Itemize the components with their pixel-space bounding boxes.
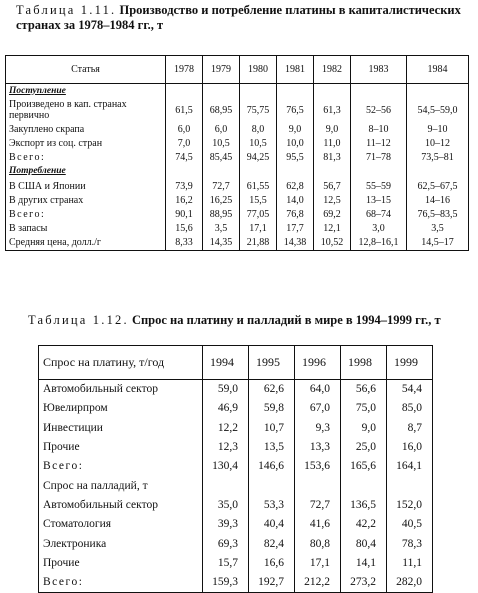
t1-cell-1981: 95,5 xyxy=(277,151,314,165)
table-1-12 xyxy=(38,345,433,593)
t1-row-label: Всего: xyxy=(9,152,46,164)
t1-cell-1979: 6,0 xyxy=(203,122,240,136)
table-1-11-title: Производство и потребление платины в капиталистических странах за 1978–1984 гг., т xyxy=(16,3,461,32)
t2-cell-1999: 164,1 xyxy=(387,457,433,476)
t2-cell-1994: 35,0 xyxy=(203,496,249,515)
t1-cell-1982: 11,0 xyxy=(314,136,351,150)
t2-table-row xyxy=(39,534,433,553)
t1-cell-1980: 10,5 xyxy=(240,136,277,150)
t1-cell-1980: 77,05 xyxy=(240,207,277,221)
t2-header-row xyxy=(39,346,433,380)
table-1-11-number: Таблица 1.11. xyxy=(16,3,117,17)
t2-cell-1994: 69,3 xyxy=(203,534,249,553)
t1-cell-1984: 14–16 xyxy=(407,193,469,207)
t1-cell-1980: 61,55 xyxy=(240,179,277,193)
t2-cell-1995: 40,4 xyxy=(249,515,295,534)
t1-cell-1981: 76,8 xyxy=(277,207,314,221)
t2-cell-1996: 64,0 xyxy=(295,380,341,400)
t2-cell-1994: 59,0 xyxy=(203,380,249,400)
t1-cell-1980: 8,0 xyxy=(240,122,277,136)
t2-cell-1995: 146,6 xyxy=(249,457,295,476)
t2-table-row xyxy=(39,496,433,515)
t1-cell-1984: 9–10 xyxy=(407,122,469,136)
t2-table-row xyxy=(39,399,433,418)
t2-cell-1996: 9,3 xyxy=(295,419,341,438)
t2-year-1995: 1995 xyxy=(249,346,295,380)
t1-cell-1984: 54,5–59,0 xyxy=(407,98,469,122)
t2-cell-1996: 80,8 xyxy=(295,534,341,553)
t1-row-label: Потребление xyxy=(9,166,66,177)
t1-cell-1984 xyxy=(407,165,469,179)
t1-cell-1982: 12,1 xyxy=(314,222,351,236)
t2-year-1996: 1996 xyxy=(295,346,341,380)
t1-cell-1983: 12,8–16,1 xyxy=(351,236,407,251)
t1-cell-1982: 61,3 xyxy=(314,98,351,122)
t1-cell-1981: 10,0 xyxy=(277,136,314,150)
t2-year-1998: 1998 xyxy=(341,346,387,380)
t1-cell-1981: 76,5 xyxy=(277,98,314,122)
t2-cell-1998: 42,2 xyxy=(341,515,387,534)
t1-row-label: Поступление xyxy=(9,85,66,96)
t2-cell-1995 xyxy=(249,476,295,495)
t1-cell-1984: 3,5 xyxy=(407,222,469,236)
t1-cell-1983: 11–12 xyxy=(351,136,407,150)
t2-cell-1996: 67,0 xyxy=(295,399,341,418)
t2-cell-1998 xyxy=(341,476,387,495)
t1-cell-1982: 69,2 xyxy=(314,207,351,221)
t1-year-1980: 1980 xyxy=(240,56,277,84)
t1-cell-1979: 16,25 xyxy=(203,193,240,207)
t2-year-1994: 1994 xyxy=(203,346,249,380)
t2-cell-1995: 16,6 xyxy=(249,554,295,573)
t1-cell-1982 xyxy=(314,84,351,99)
t2-cell-1996: 153,6 xyxy=(295,457,341,476)
t2-cell-1999: 54,4 xyxy=(387,380,433,400)
t2-row-label: Прочие xyxy=(43,556,80,569)
t1-cell-1983 xyxy=(351,165,407,179)
t1-cell-1981: 14,0 xyxy=(277,193,314,207)
t2-row-label: Автомобильный сектор xyxy=(43,498,158,511)
t1-table-row xyxy=(6,236,469,251)
t1-year-1984: 1984 xyxy=(407,56,469,84)
t1-cell-1983: 13–15 xyxy=(351,193,407,207)
t1-row-label: Произведено в кап. странах первично xyxy=(9,99,127,122)
t1-cell-1981: 62,8 xyxy=(277,179,314,193)
t2-cell-1999: 40,5 xyxy=(387,515,433,534)
t2-cell-1994: 46,9 xyxy=(203,399,249,418)
t1-cell-1981: 9,0 xyxy=(277,122,314,136)
t1-cell-1981: 17,7 xyxy=(277,222,314,236)
t1-row-label: В США и Японии xyxy=(9,180,86,192)
t1-cell-1978 xyxy=(166,165,203,179)
t2-cell-1998: 165,6 xyxy=(341,457,387,476)
t2-row-label: Инвестиции xyxy=(43,421,103,434)
t1-cell-1983: 55–59 xyxy=(351,179,407,193)
t2-row-label: Ювелирпром xyxy=(43,402,108,415)
t2-cell-1999: 152,0 xyxy=(387,496,433,515)
t1-cell-1978: 7,0 xyxy=(166,136,203,150)
t1-cell-1979: 10,5 xyxy=(203,136,240,150)
t2-cell-1999: 11,1 xyxy=(387,554,433,573)
t1-cell-1978: 6,0 xyxy=(166,122,203,136)
t1-cell-1984: 73,5–81 xyxy=(407,151,469,165)
t1-cell-1984: 76,5–83,5 xyxy=(407,207,469,221)
t1-cell-1978: 15,6 xyxy=(166,222,203,236)
t1-cell-1981: 14,38 xyxy=(277,236,314,251)
t1-cell-1978: 90,1 xyxy=(166,207,203,221)
t1-cell-1980 xyxy=(240,165,277,179)
t1-table-row xyxy=(6,179,469,193)
t1-cell-1980 xyxy=(240,84,277,99)
t1-row-label: Средняя цена, долл./г xyxy=(9,237,102,249)
t2-row-label: Стоматология xyxy=(43,518,112,531)
t2-cell-1998: 56,6 xyxy=(341,380,387,400)
t1-cell-1980: 94,25 xyxy=(240,151,277,165)
t2-year-1999: 1999 xyxy=(387,346,433,380)
t2-cell-1999: 282,0 xyxy=(387,573,433,593)
t1-cell-1979: 88,95 xyxy=(203,207,240,221)
t2-cell-1999: 16,0 xyxy=(387,438,433,457)
t1-table-row xyxy=(6,193,469,207)
t2-cell-1995: 13,5 xyxy=(249,438,295,457)
t2-header-label: Спрос на платину, т/год xyxy=(39,346,203,380)
t2-cell-1998: 14,1 xyxy=(341,554,387,573)
t1-cell-1982: 9,0 xyxy=(314,122,351,136)
t1-table-row xyxy=(6,151,469,165)
t1-cell-1984: 14,5–17 xyxy=(407,236,469,251)
t1-cell-1983: 3,0 xyxy=(351,222,407,236)
t1-cell-1979: 3,5 xyxy=(203,222,240,236)
t1-year-1978: 1978 xyxy=(166,56,203,84)
t2-section-row xyxy=(39,476,433,495)
t1-header-row xyxy=(6,56,469,84)
t1-cell-1978: 73,9 xyxy=(166,179,203,193)
t1-table-row xyxy=(6,122,469,136)
t1-cell-1979: 72,7 xyxy=(203,179,240,193)
table-1-12-caption xyxy=(28,313,474,328)
t1-cell-1982: 10,52 xyxy=(314,236,351,251)
t1-cell-1984: 62,5–67,5 xyxy=(407,179,469,193)
t1-cell-1978 xyxy=(166,84,203,99)
t2-cell-1995: 53,3 xyxy=(249,496,295,515)
t1-cell-1980: 15,5 xyxy=(240,193,277,207)
t1-cell-1983: 71–78 xyxy=(351,151,407,165)
t2-cell-1995: 59,8 xyxy=(249,399,295,418)
t1-cell-1978: 74,5 xyxy=(166,151,203,165)
t1-cell-1982: 56,7 xyxy=(314,179,351,193)
t2-row-label: Прочие xyxy=(43,441,80,454)
t2-cell-1996: 13,3 xyxy=(295,438,341,457)
table-1-11 xyxy=(5,55,469,251)
t1-row-label: Всего: xyxy=(9,208,46,220)
t2-cell-1996: 72,7 xyxy=(295,496,341,515)
t2-cell-1998: 80,4 xyxy=(341,534,387,553)
t1-section-row xyxy=(6,84,469,99)
t2-cell-1994: 15,7 xyxy=(203,554,249,573)
t2-cell-1996: 212,2 xyxy=(295,573,341,593)
t2-table-row xyxy=(39,554,433,573)
t2-table-row xyxy=(39,438,433,457)
t1-cell-1978: 8,33 xyxy=(166,236,203,251)
t2-table-row xyxy=(39,419,433,438)
t1-cell-1980: 75,75 xyxy=(240,98,277,122)
t2-row-label: Электроника xyxy=(43,537,107,550)
t1-year-1981: 1981 xyxy=(277,56,314,84)
t1-section-row xyxy=(6,165,469,179)
t1-cell-1978: 61,5 xyxy=(166,98,203,122)
t1-table-row xyxy=(6,222,469,236)
t2-cell-1998: 136,5 xyxy=(341,496,387,515)
t1-cell-1983: 52–56 xyxy=(351,98,407,122)
t1-cell-1982: 12,5 xyxy=(314,193,351,207)
t2-cell-1999: 85,0 xyxy=(387,399,433,418)
t1-cell-1983 xyxy=(351,84,407,99)
t1-cell-1981 xyxy=(277,165,314,179)
t1-cell-1982: 81,3 xyxy=(314,151,351,165)
t2-cell-1995: 10,7 xyxy=(249,419,295,438)
t2-cell-1994: 12,2 xyxy=(203,419,249,438)
t1-table-row xyxy=(6,98,469,122)
t1-cell-1979: 85,45 xyxy=(203,151,240,165)
t1-row-label: В запасы xyxy=(9,223,48,235)
t1-cell-1980: 21,88 xyxy=(240,236,277,251)
t2-cell-1996 xyxy=(295,476,341,495)
t1-cell-1979: 68,95 xyxy=(203,98,240,122)
t1-cell-1984: 10–12 xyxy=(407,136,469,150)
t2-cell-1998: 75,0 xyxy=(341,399,387,418)
t1-cell-1978: 16,2 xyxy=(166,193,203,207)
t2-table-row xyxy=(39,457,433,476)
t1-year-1982: 1982 xyxy=(314,56,351,84)
table-1-12-number: Таблица 1.12. xyxy=(28,313,129,327)
t2-cell-1994: 39,3 xyxy=(203,515,249,534)
t2-cell-1995: 62,6 xyxy=(249,380,295,400)
t2-cell-1994: 12,3 xyxy=(203,438,249,457)
t1-cell-1979 xyxy=(203,165,240,179)
t2-cell-1994 xyxy=(203,476,249,495)
t1-cell-1983: 68–74 xyxy=(351,207,407,221)
t1-year-1983: 1983 xyxy=(351,56,407,84)
t1-cell-1979 xyxy=(203,84,240,99)
t2-row-label: Всего: xyxy=(43,576,84,589)
t2-table-row xyxy=(39,380,433,400)
t2-table-row xyxy=(39,573,433,593)
t1-cell-1979: 14,35 xyxy=(203,236,240,251)
t1-table-row xyxy=(6,207,469,221)
t2-cell-1994: 130,4 xyxy=(203,457,249,476)
t1-cell-1983: 8–10 xyxy=(351,122,407,136)
t2-cell-1998: 9,0 xyxy=(341,419,387,438)
t2-cell-1995: 82,4 xyxy=(249,534,295,553)
t2-cell-1995: 192,7 xyxy=(249,573,295,593)
t1-header-label: Статья xyxy=(6,56,166,84)
t1-year-1979: 1979 xyxy=(203,56,240,84)
t1-row-label: Закуплено скрапа xyxy=(9,123,85,135)
t2-cell-1999: 8,7 xyxy=(387,419,433,438)
t2-cell-1999: 78,3 xyxy=(387,534,433,553)
t2-table-row xyxy=(39,515,433,534)
t2-cell-1996: 17,1 xyxy=(295,554,341,573)
t2-cell-1998: 25,0 xyxy=(341,438,387,457)
t1-row-label: Экспорт из соц. стран xyxy=(9,137,103,149)
table-1-12-title: Спрос на платину и палладий в мире в 1994–1999 гг., т xyxy=(131,313,441,327)
t1-cell-1984 xyxy=(407,84,469,99)
t1-cell-1981 xyxy=(277,84,314,99)
t1-row-label: В других странах xyxy=(9,194,84,206)
t1-table-row xyxy=(6,136,469,150)
t2-cell-1996: 41,6 xyxy=(295,515,341,534)
t2-cell-1999 xyxy=(387,476,433,495)
t2-row-label: Автомобильный сектор xyxy=(43,383,158,396)
t2-cell-1994: 159,3 xyxy=(203,573,249,593)
t2-cell-1998: 273,2 xyxy=(341,573,387,593)
t2-row-label: Спрос на палладий, т xyxy=(43,479,148,492)
table-1-11-caption xyxy=(16,3,472,33)
t1-cell-1982 xyxy=(314,165,351,179)
t1-cell-1980: 17,1 xyxy=(240,222,277,236)
t2-row-label: Всего: xyxy=(43,460,84,473)
